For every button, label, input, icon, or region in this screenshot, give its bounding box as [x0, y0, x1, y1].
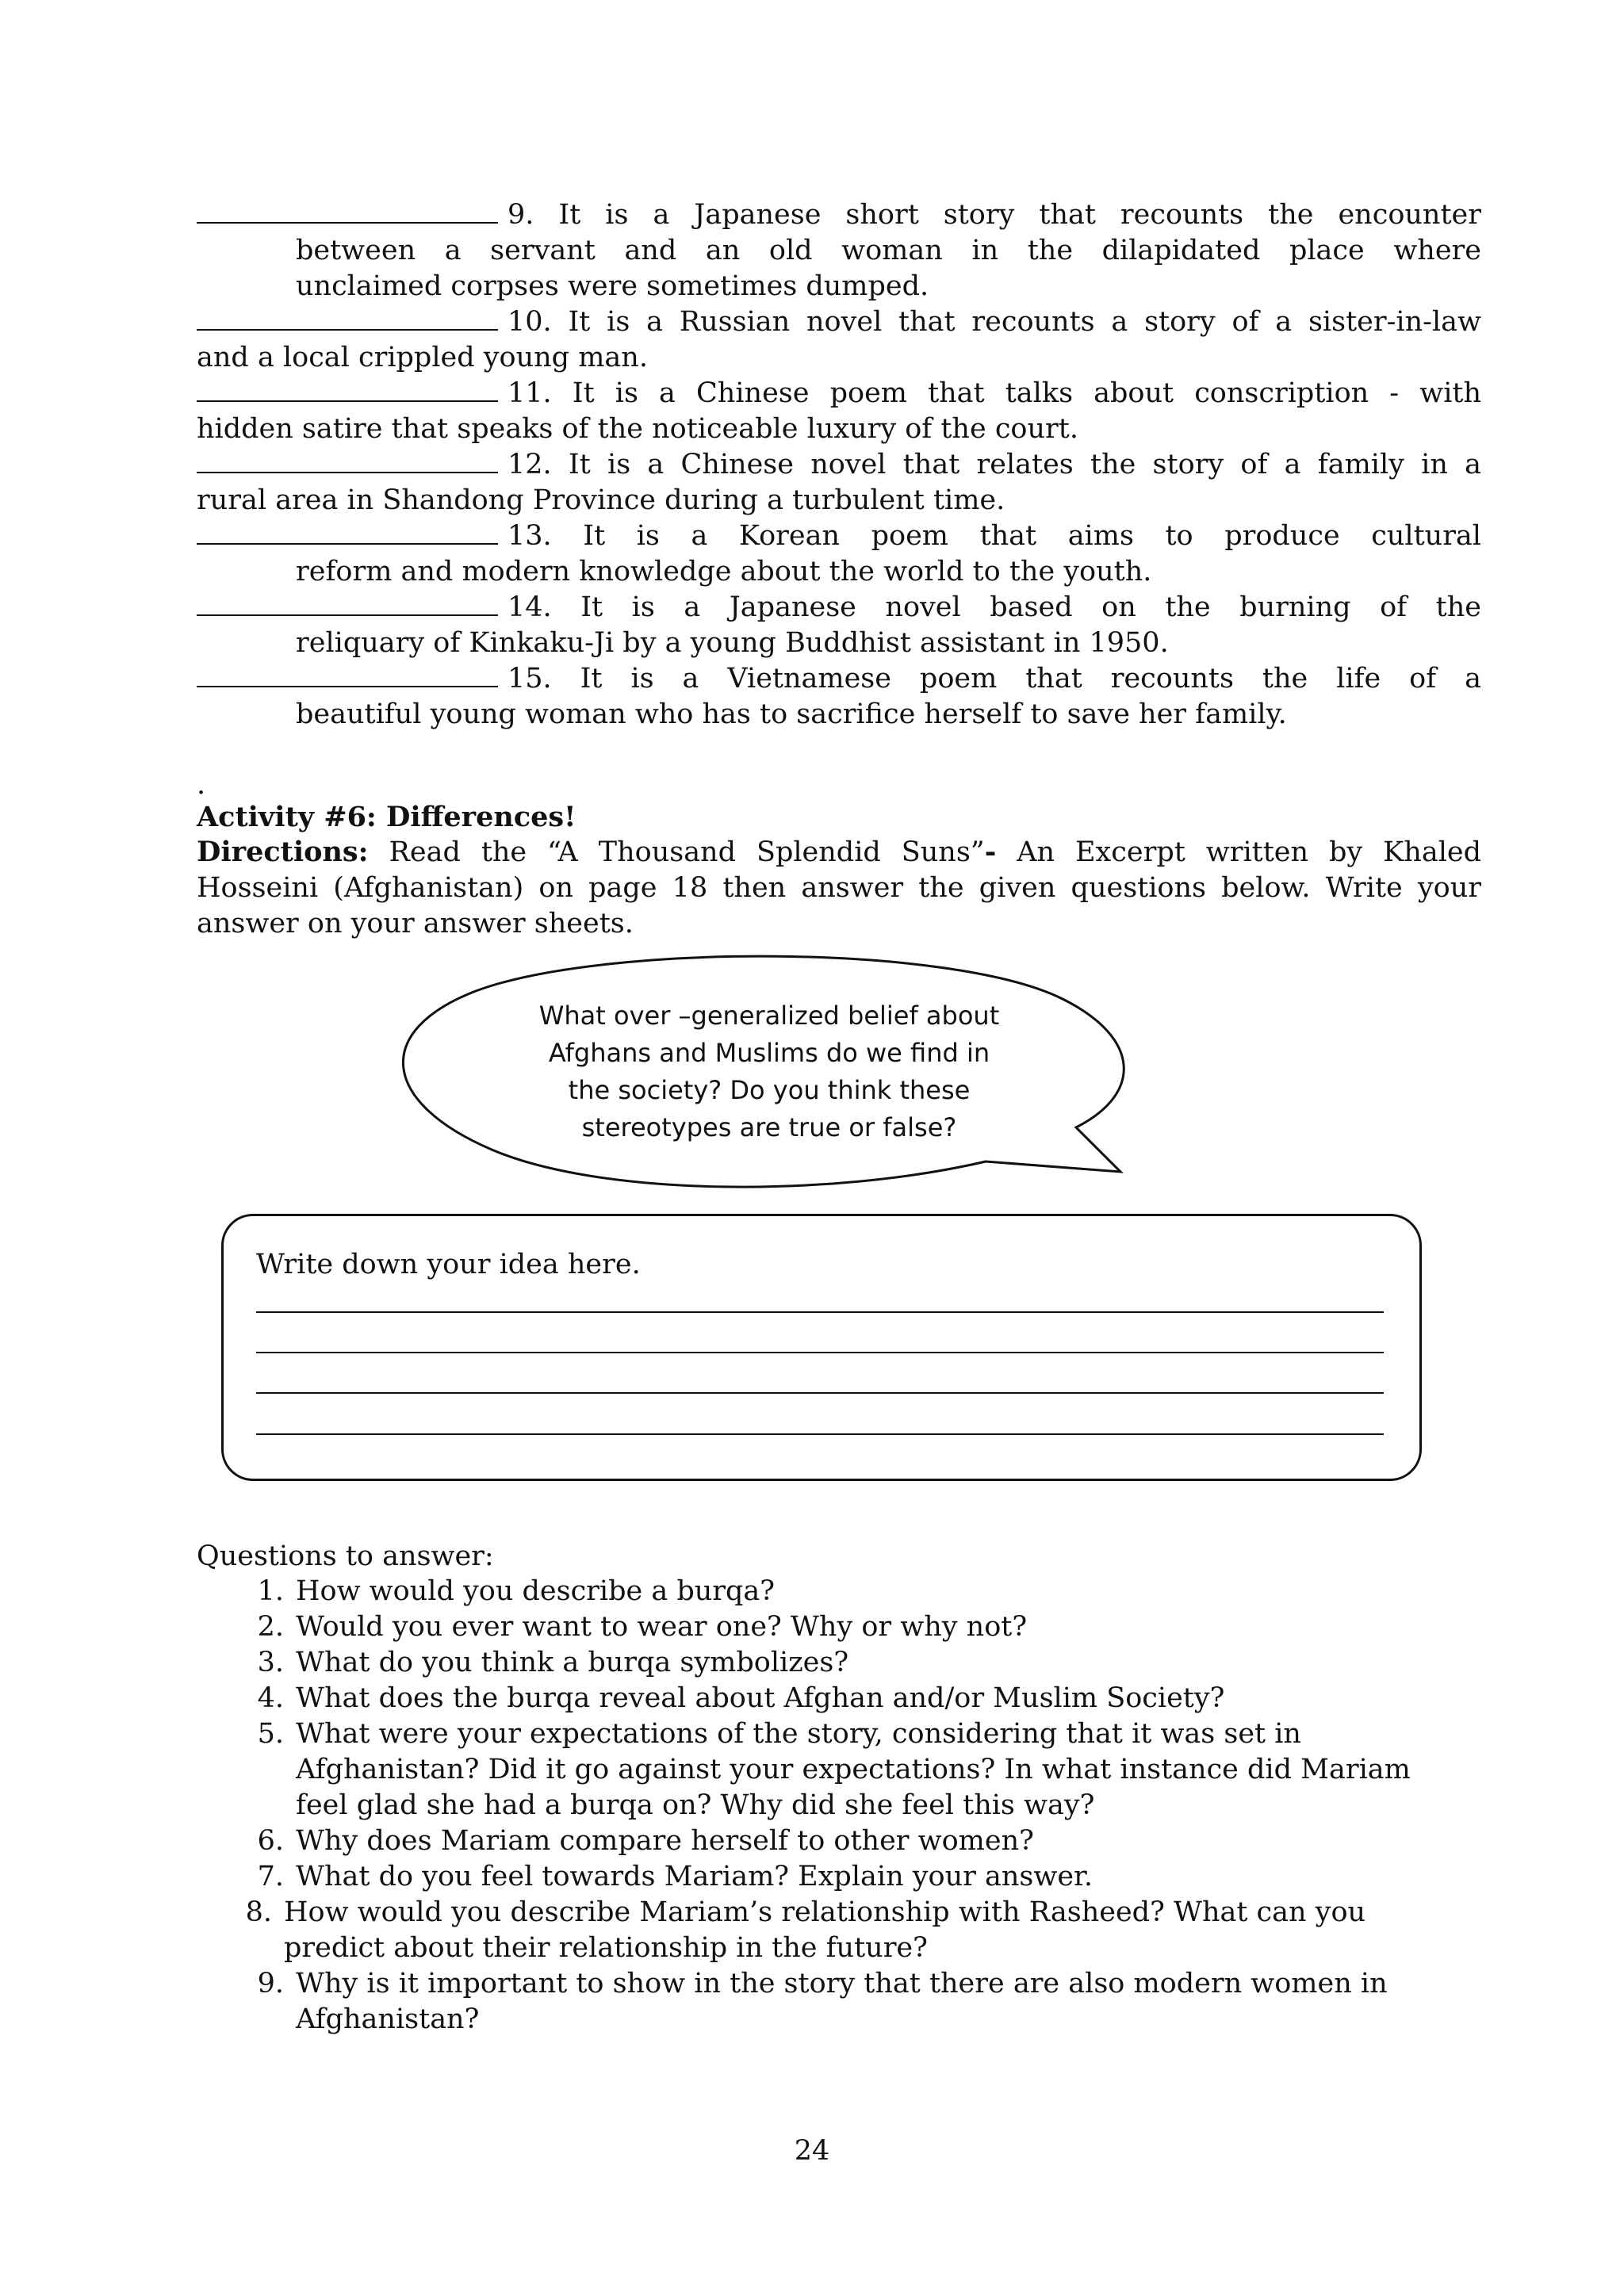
question-text: What do you think a burqa symbolizes?: [296, 1647, 849, 1678]
answer-line[interactable]: [256, 1311, 1384, 1313]
item-text: 9. It is a Japanese short story that recounts the encounter: [508, 199, 1481, 231]
question-item: [197, 1895, 1481, 1966]
question-number: 3.: [257, 1647, 284, 1678]
answer-line[interactable]: [256, 1352, 1384, 1353]
item-text: hidden satire that speaks of the noticeable luxury of the court.: [197, 413, 1078, 445]
item-text: 10. It is a Russian novel that recounts a story of a sister-in-law: [508, 306, 1481, 338]
bubble-line: What over –generalized belief about: [538, 1001, 1000, 1031]
question-item: [197, 1645, 1481, 1681]
answer-line[interactable]: [256, 1392, 1384, 1394]
question-number: 9.: [257, 1968, 284, 1999]
bubble-line: stereotypes are true or false?: [581, 1112, 957, 1142]
question-number: 1.: [257, 1575, 284, 1607]
item-text: beautiful young woman who has to sacrifice herself to save her family.: [296, 698, 1287, 730]
item-text: 11. It is a Chinese poem that talks about conscription - with: [508, 377, 1481, 409]
questions-heading: Questions to answer:: [197, 1540, 494, 1572]
activity-title: Activity #6: Differences!: [197, 801, 576, 833]
question-text: How would you describe a burqa?: [296, 1575, 776, 1607]
question-item: [197, 1716, 1481, 1823]
directions-text: An Excerpt written by Khaled Hosseini (Afghanistan) on page 18 then answer the given questions below. Write your answer on your answer sheets.: [197, 836, 1482, 939]
question-text: Would you ever want to wear one? Why or why not?: [296, 1611, 1028, 1643]
question-text: predict about their relationship in the future?: [284, 1932, 928, 1964]
directions-text: Read the “A Thousand Splendid Suns”: [368, 836, 985, 868]
item-text: 15. It is a Vietnamese poem that recounts the life of a: [508, 663, 1481, 695]
item-text: between a servant and an old woman in the dilapidated place where: [296, 235, 1481, 266]
question-text: What were your expectations of the story, considering that it was set in: [296, 1718, 1301, 1750]
question-text: How would you describe Mariam’s relationship with Rasheed? What can you: [284, 1896, 1366, 1928]
item-text: 13. It is a Korean poem that aims to produce cultural: [508, 520, 1481, 552]
question-text: Afghanistan?: [296, 2003, 480, 2035]
item-text: reform and modern knowledge about the world to the youth.: [296, 556, 1152, 587]
idea-box-label: Write down your idea here.: [256, 1249, 641, 1280]
question-item: [197, 1609, 1481, 1645]
question-text: What do you feel towards Mariam? Explain your answer.: [296, 1861, 1094, 1892]
question-item: [197, 1859, 1481, 1895]
directions-dash: -: [984, 836, 997, 868]
item-text: rural area in Shandong Province during a turbulent time.: [197, 484, 1005, 516]
bubble-line: Afghans and Muslims do we find in: [548, 1038, 990, 1068]
question-item: [197, 1823, 1481, 1859]
question-text: Afghanistan? Did it go against your expectations? In what instance did Mariam: [296, 1754, 1411, 1785]
question-number: 8.: [245, 1896, 272, 1928]
question-item: [197, 1681, 1481, 1716]
bubble-question: [508, 997, 1031, 1146]
question-number: 5.: [257, 1718, 284, 1750]
answer-line[interactable]: [256, 1433, 1384, 1435]
question-text: What does the burqa reveal about Afghan and/or Muslim Society?: [296, 1682, 1225, 1714]
question-number: 4.: [257, 1682, 284, 1714]
item-text: 12. It is a Chinese novel that relates the story of a family in a: [508, 449, 1481, 480]
stray-dot: .: [197, 769, 206, 801]
question-number: 7.: [257, 1861, 284, 1892]
item-text: 14. It is a Japanese novel based on the burning of the: [508, 591, 1481, 623]
bubble-line: the society? Do you think these: [568, 1075, 971, 1105]
item-text: reliquary of Kinkaku-Ji by a young Buddhist assistant in 1950.: [296, 627, 1169, 659]
question-text: Why is it important to show in the story that there are also modern women in: [296, 1968, 1388, 1999]
item-text: and a local crippled young man.: [197, 342, 648, 373]
question-item: [197, 1574, 1481, 1609]
question-number: 2.: [257, 1611, 284, 1643]
question-number: 6.: [257, 1825, 284, 1857]
item-text: unclaimed corpses were sometimes dumped.: [296, 270, 929, 302]
question-text: Why does Mariam compare herself to other women?: [296, 1825, 1034, 1857]
question-text: feel glad she had a burqa on? Why did she feel this way?: [296, 1789, 1095, 1821]
directions-label: Directions:: [197, 836, 369, 868]
questions-list: [197, 1574, 1481, 2038]
page-number: 24: [794, 2135, 830, 2167]
question-item: [197, 1966, 1481, 2038]
